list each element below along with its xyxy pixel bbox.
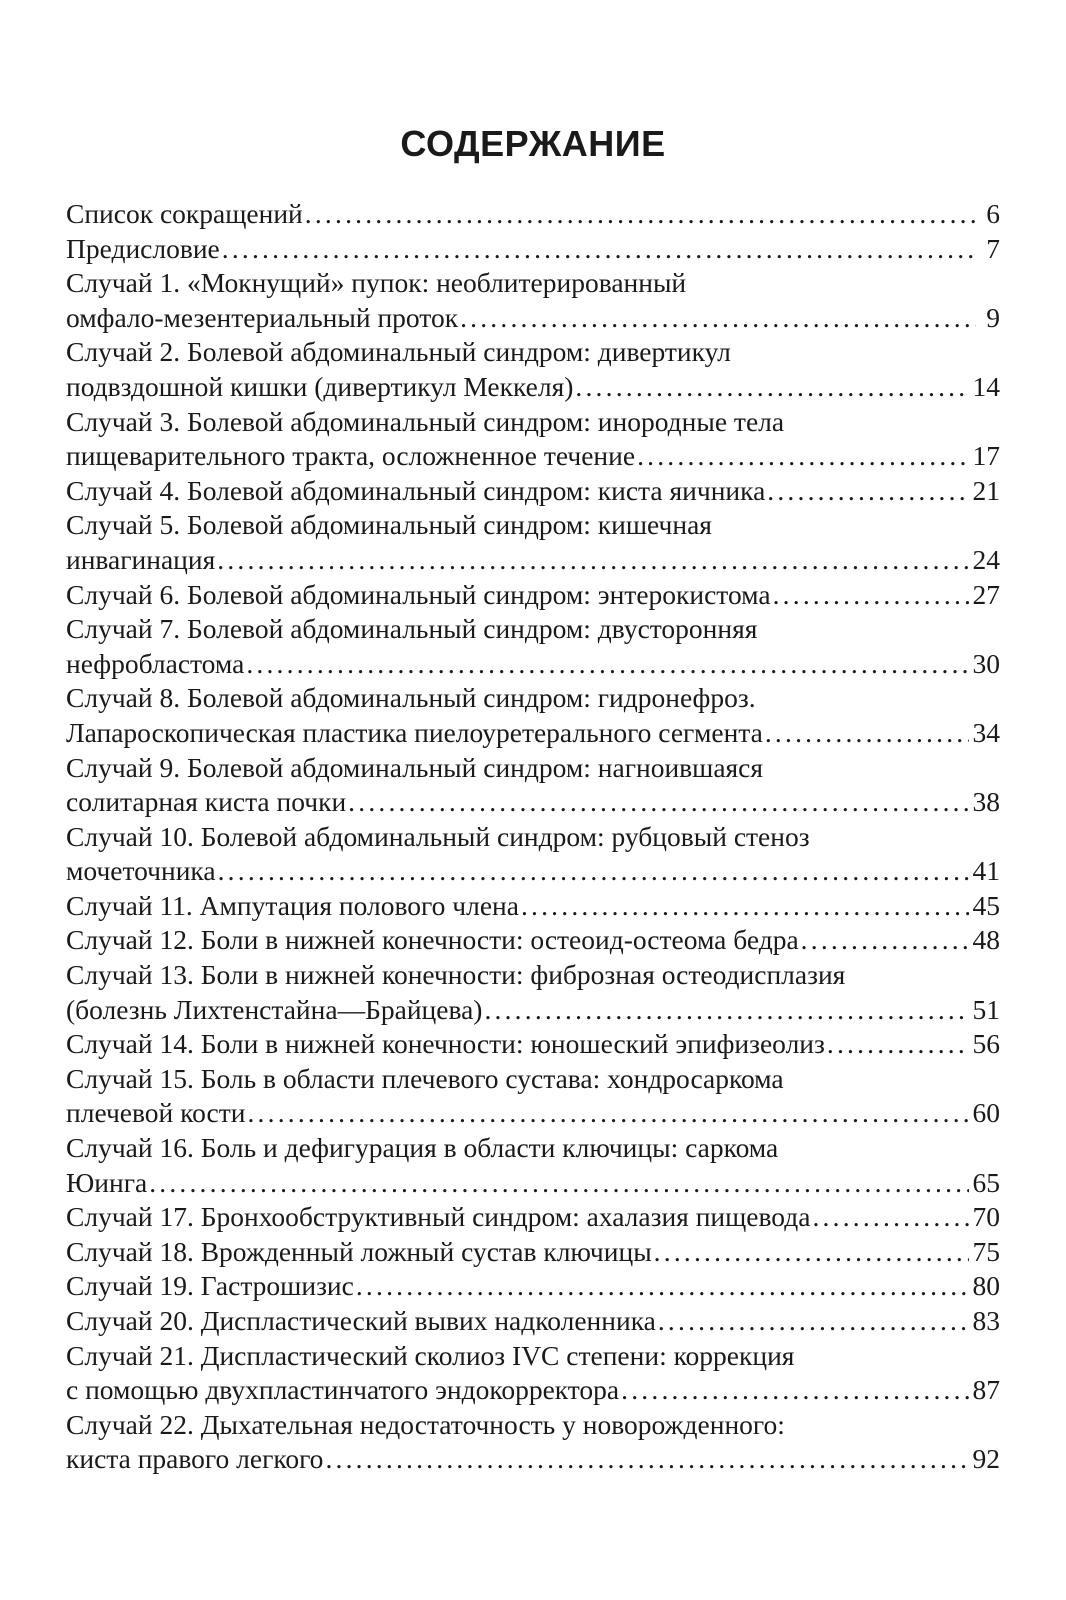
toc-entry-line [66,820,1000,855]
toc-page-number: 7 [986,232,1000,264]
toc-entry [66,578,1000,613]
toc-entry-line [66,266,1000,301]
dot-leader [654,1235,969,1270]
dot-leader [575,370,968,405]
toc-page-number: 6 [986,198,1000,229]
toc-page-number: 80 [972,1270,1000,1302]
toc-entry [66,335,1000,404]
toc-entry-title: Случай 18. Врожденный ложный сустав ключицы [66,1235,652,1267]
dot-leader [247,1096,968,1131]
toc-entry-title: Случай 10. Болевой абдоминальный синдром: рубцовый стеноз [66,820,810,852]
toc-page-number: 38 [972,786,1000,818]
toc-page-number: 48 [972,924,1000,956]
toc-page-number: 21 [972,474,1000,506]
toc-entry [66,958,1000,1027]
toc-entry-title: Случай 6. Болевой абдоминальный синдром: энтерокистома [66,578,771,610]
toc-page-number: 14 [972,370,1000,402]
dot-leader [460,301,976,336]
dot-leader [767,474,968,509]
toc-entry-title: Случай 11. Ампутация полового члена [66,889,519,921]
dot-leader [658,1304,969,1339]
toc-entry-last-line [66,439,1000,474]
toc-page-number: 70 [972,1201,1000,1233]
toc-entry [66,1027,1000,1062]
dot-leader [222,232,976,267]
toc-entry [66,1304,1000,1339]
toc-entry-last-line [66,854,1000,889]
toc-entry-title: Случай 22. Дыхательная недостаточность у новорожденного: [66,1408,785,1440]
dot-leader [521,889,969,924]
dot-leader [325,1442,968,1477]
toc-entry-last-line [66,1027,1000,1062]
toc-entry-title: Случай 5. Болевой абдоминальный синдром: кишечная [66,509,712,541]
toc-entry-title: (болезнь Лихтенстайна—Брайцева) [66,993,483,1025]
toc-entry-last-line [66,543,1000,578]
toc-entry-title: Случай 21. Диспластический сколиоз IVC степени: коррекция [66,1339,795,1371]
toc-entry-title: киста правого легкого [66,1443,324,1475]
toc-entry-line [66,1131,1000,1166]
toc-entry-last-line [66,1166,1000,1201]
dot-leader [217,543,968,578]
toc-entry-last-line [66,301,1000,336]
toc-entry-title: Список сокращений [66,198,303,229]
toc-page-number: 41 [972,855,1000,887]
toc-entry-last-line [66,785,1000,820]
toc-entry-last-line [66,232,1000,267]
toc-entry-line [66,405,1000,440]
toc-entry [66,266,1000,335]
toc-entry [66,405,1000,474]
dot-leader [765,716,969,751]
toc-entry-last-line [66,923,1000,958]
toc-entry-title: Случай 3. Болевой абдоминальный синдром: инородные тела [66,405,785,437]
dot-leader [621,1373,968,1408]
toc-page-number: 87 [972,1374,1000,1406]
toc-page-number: 51 [972,993,1000,1025]
toc-page-number: 83 [972,1305,1000,1336]
toc-entry-last-line [66,1304,1000,1339]
toc-page-number: 27 [972,578,1000,610]
dot-leader [348,785,968,820]
page-title: СОДЕРЖАНИЕ [400,123,666,164]
toc-entry-title: Случай 9. Болевой абдоминальный синдром: нагноившаяся [66,751,764,783]
toc-entry [66,1339,1000,1408]
toc-page-number: 45 [972,889,1000,921]
toc-entry [66,923,1000,958]
toc-entry-title: нефробластома [66,647,245,679]
toc-entry-last-line [66,578,1000,613]
toc-entry-title: Юинга [66,1166,148,1198]
toc-entry-title: Случай 7. Болевой абдоминальный синдром: двусторонняя [66,613,758,645]
dot-leader [773,578,969,613]
dot-leader [637,439,968,474]
toc-entry-line [66,751,1000,786]
toc-page-number: 30 [972,647,1000,679]
toc-entry-line [66,1408,1000,1443]
dot-leader [305,197,976,232]
toc-entry-line [66,958,1000,993]
toc-page-number: 65 [972,1166,1000,1198]
toc-entry-last-line [66,993,1000,1028]
toc-entry-title: мочеточника [66,855,216,887]
toc-entry [66,1408,1000,1477]
toc-entry [66,612,1000,681]
toc-entry-title: Случай 14. Боли в нижней конечности: юношеский эпифизеолиз [66,1028,825,1060]
dot-leader [356,1269,969,1304]
toc-entry-title: Случай 4. Болевой абдоминальный синдром: киста яичника [66,474,766,506]
toc-entry-title: плечевой кости [66,1097,246,1129]
toc-entry-line [66,681,1000,716]
toc-entry-last-line [66,1235,1000,1270]
toc-page-number: 9 [986,301,1000,333]
toc-entry [66,1200,1000,1235]
toc-entry-title: Случай 1. «Мокнущий» пупок: необлитерированный [66,267,687,299]
toc-entry-title: пищеварительного тракта, осложненное течение [66,440,636,472]
toc-entry-title: подвздошной кишки (дивертикул Меккеля) [66,370,574,402]
toc-entry-line [66,612,1000,647]
toc-entry [66,1269,1000,1304]
toc-page-number: 75 [972,1235,1000,1267]
toc-entry-last-line [66,1200,1000,1235]
toc-entry-last-line [66,1096,1000,1131]
toc-entry-last-line [66,647,1000,682]
toc-entry-title: с помощью двухпластинчатого эндокорректора [66,1374,620,1406]
dot-leader [149,1166,968,1201]
toc-entry-line [66,1062,1000,1097]
table-of-contents [66,197,1000,1477]
toc-entry [66,1235,1000,1270]
toc-entry [66,1062,1000,1131]
dot-leader [827,1027,969,1062]
toc-page-number: 17 [972,440,1000,472]
toc-entry-title: Случай 12. Боли в нижней конечности: остеоид-остеома бедра [66,924,799,956]
toc-entry [66,508,1000,577]
toc-entry [66,1131,1000,1200]
toc-entry-title: Случай 16. Боль и дефигурация в области ключицы: саркома [66,1132,779,1164]
toc-entry [66,474,1000,509]
toc-page-number: 24 [972,543,1000,575]
toc-entry [66,232,1000,267]
toc-entry [66,751,1000,820]
toc-entry [66,889,1000,924]
toc-entry-last-line [66,1269,1000,1304]
toc-entry-last-line [66,716,1000,751]
toc-entry-line [66,335,1000,370]
dot-leader [218,854,969,889]
toc-page-number: 60 [972,1097,1000,1129]
toc-entry-last-line [66,197,1000,232]
toc-entry [66,681,1000,750]
toc-entry-last-line [66,474,1000,509]
toc-entry-last-line [66,1373,1000,1408]
toc-entry-title: Случай 8. Болевой абдоминальный синдром: гидронефроз. [66,682,756,714]
toc-entry-last-line [66,1442,1000,1477]
toc-entry [66,197,1000,232]
toc-entry-title: Случай 2. Болевой абдоминальный синдром: дивертикул [66,336,731,368]
dot-leader [484,993,968,1028]
toc-entry-line [66,1339,1000,1374]
toc-entry [66,820,1000,889]
dot-leader [801,923,969,958]
toc-entry-line [66,508,1000,543]
toc-entry-title: Случай 20. Диспластический вывих надколенника [66,1305,656,1336]
toc-page-number: 56 [972,1028,1000,1060]
toc-entry-title: Предисловие [66,232,220,264]
toc-entry-title: Случай 15. Боль в области плечевого сустава: хондросаркома [66,1062,784,1094]
toc-entry-last-line [66,889,1000,924]
dot-leader [812,1200,968,1235]
dot-leader [246,647,968,682]
toc-entry-title: Случай 13. Боли в нижней конечности: фиброзная остеодисплазия [66,959,846,991]
toc-entry-title: Лапароскопическая пластика пиелоуретерального сегмента [66,716,763,748]
toc-entry-title: Случай 19. Гастрошизис [66,1270,354,1302]
toc-entry-title: солитарная киста почки [66,786,347,818]
toc-entry-title: инвагинация [66,543,216,575]
toc-entry-last-line [66,370,1000,405]
toc-entry-title: Случай 17. Бронхообструктивный синдром: ахалазия пищевода [66,1201,811,1233]
toc-page-number: 34 [972,716,1000,748]
toc-entry-title: омфало-мезентериальный проток [66,301,459,333]
toc-page-number: 92 [972,1443,1000,1475]
